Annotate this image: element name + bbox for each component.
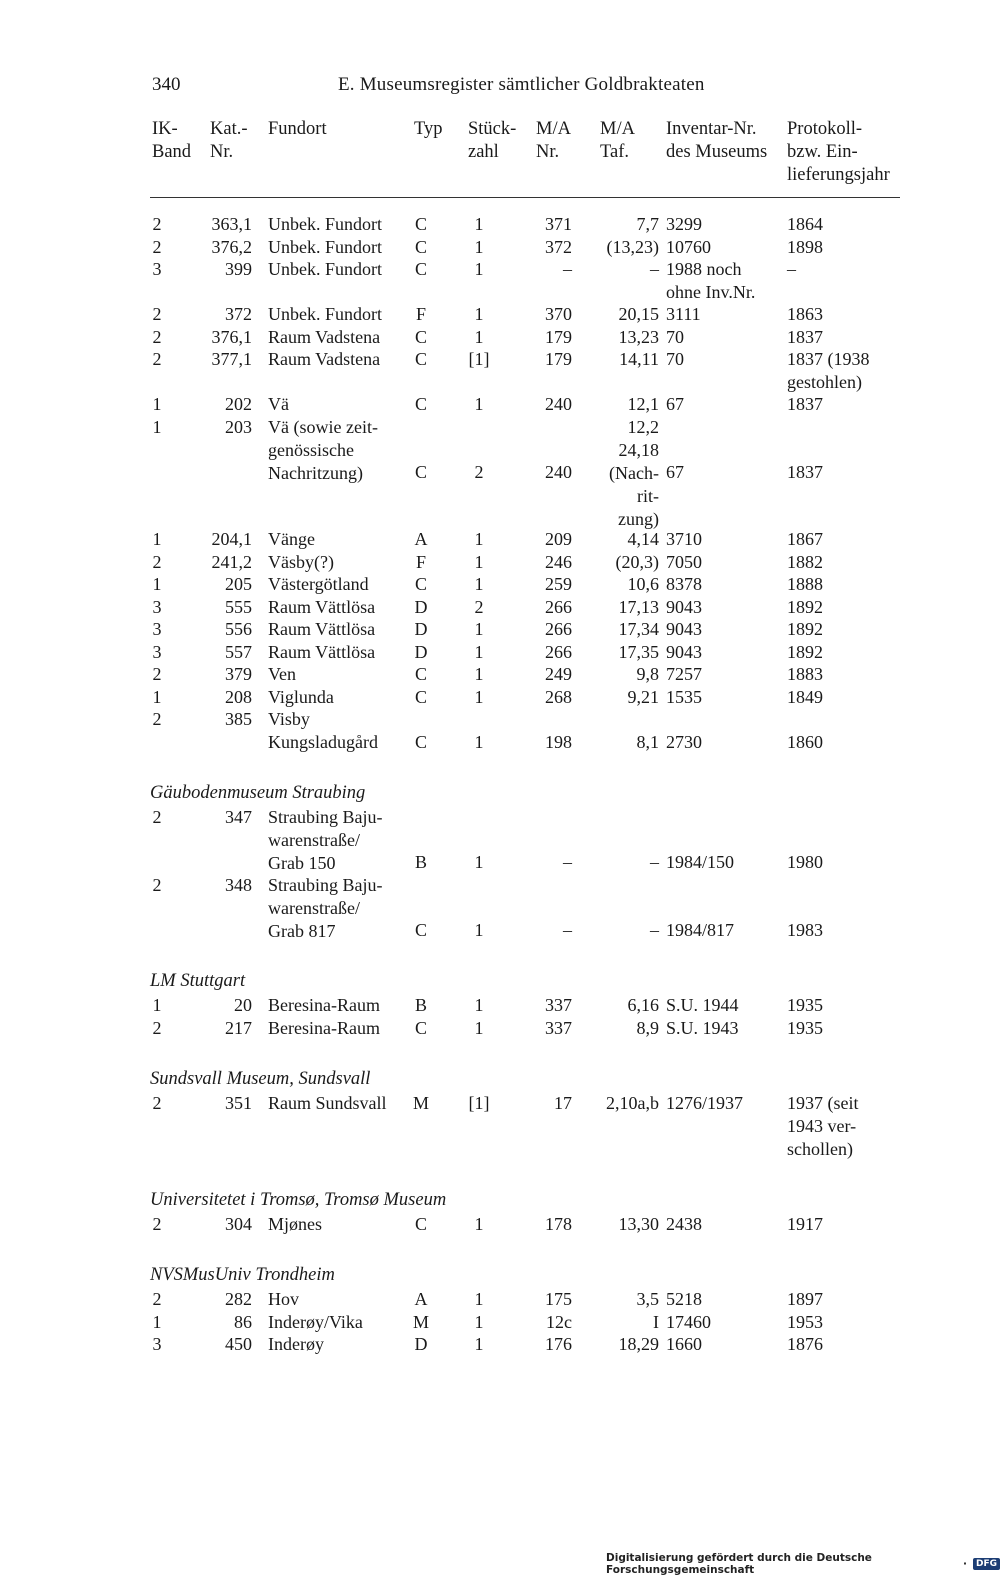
cell-inventar-nr: 10760 (666, 236, 711, 257)
cell-ma-taf: I (653, 1311, 659, 1332)
cell-protokoll: 1983 (787, 919, 823, 940)
cell-fundort: Väsby(?) (268, 551, 334, 572)
page-number: 340 (152, 74, 181, 95)
cell-ik-band: 1 (152, 995, 162, 1015)
cell-fundort: Straubing Baju- warenstraße/ Grab 150 (268, 807, 383, 873)
cell-kat-nr: 347 (225, 807, 252, 827)
cell-inventar-nr: 1984/817 (666, 919, 735, 940)
col-ik-band: IK- Band (152, 119, 192, 162)
cell-typ: D (414, 1334, 428, 1354)
cell-ma-taf: – (650, 919, 659, 940)
cell-ik-band: 2 (152, 1017, 162, 1038)
cell-inventar-nr: 9043 (666, 596, 702, 617)
cell-inventar-nr: 8378 (666, 574, 702, 594)
cell-ma-nr: 259 (545, 574, 572, 594)
cell-ma-taf: 13,23 (618, 326, 659, 347)
cell-ik-band: 3 (152, 619, 162, 639)
cell-fundort: Unbek. Fundort (268, 236, 382, 257)
cell-ma-taf: 13,30 (618, 1213, 659, 1234)
cell-typ: C (414, 259, 427, 279)
cell-protokoll: 1837 (787, 326, 823, 347)
cell-typ: F (415, 304, 426, 324)
cell-protokoll: 1837 (787, 461, 823, 482)
cell-stueckzahl: 1 (474, 259, 484, 279)
cell-inventar-nr: 7257 (666, 664, 702, 684)
cell-fundort: Raum Vadstena (268, 326, 381, 347)
cell-typ: D (414, 619, 428, 639)
cell-typ: D (414, 596, 428, 617)
cell-stueckzahl: 1 (474, 619, 484, 639)
cell-inventar-nr: 70 (666, 349, 684, 369)
cell-inventar-nr: S.U. 1944 (666, 995, 739, 1015)
cell-ma-nr: 370 (545, 304, 572, 324)
cell-typ: C (414, 919, 427, 940)
cell-protokoll: 1892 (787, 641, 823, 662)
cell-fundort: Mjønes (268, 1213, 322, 1234)
cell-ik-band: 1 (152, 529, 162, 549)
cell-typ: C (414, 461, 427, 482)
cell-ma-taf: 17,35 (618, 641, 659, 662)
header-rule (150, 197, 900, 198)
col-fundort: Fundort (268, 119, 327, 139)
cell-fundort: Unbek. Fundort (268, 214, 382, 234)
cell-ma-taf: 8,9 (636, 1017, 659, 1038)
cell-stueckzahl: 1 (474, 574, 484, 594)
cell-ma-taf: 18,29 (618, 1334, 659, 1354)
cell-ma-nr: 337 (545, 995, 572, 1015)
cell-typ: C (414, 664, 427, 684)
cell-protokoll: 1883 (787, 664, 823, 684)
cell-protokoll: 1867 (787, 529, 823, 549)
cell-protokoll: 1876 (787, 1334, 823, 1354)
cell-ma-taf: 3,5 (636, 1289, 659, 1309)
cell-fundort: Raum Vättlösa (268, 619, 376, 639)
cell-ma-nr: 371 (545, 214, 572, 234)
cell-ik-band: 2 (152, 551, 162, 572)
cell-kat-nr: 208 (225, 686, 252, 707)
cell-kat-nr: 241,2 (211, 551, 252, 572)
cell-typ: C (414, 349, 427, 369)
cell-ma-nr: 209 (545, 529, 572, 549)
col-stueckzahl: Stück- zahl (468, 119, 517, 162)
cell-kat-nr: 555 (225, 596, 252, 617)
cell-kat-nr: 376,1 (211, 326, 252, 347)
cell-ik-band: 2 (152, 1289, 162, 1309)
cell-ma-taf: 7,7 (636, 214, 659, 234)
cell-ma-nr: 266 (545, 619, 572, 639)
cell-inventar-nr: 5218 (666, 1289, 702, 1309)
cell-ik-band: 3 (152, 259, 162, 279)
cell-protokoll: 1937 (seit 1943 ver- schollen) (787, 1093, 859, 1159)
cell-fundort: Vä (sowie zeit- genössische Nachritzung) (268, 416, 378, 483)
cell-fundort: Visby Kungsladugård (268, 709, 378, 752)
cell-kat-nr: 399 (225, 259, 252, 279)
cell-ik-band: 1 (152, 1311, 162, 1332)
cell-stueckzahl: 1 (474, 686, 484, 707)
cell-kat-nr: 86 (234, 1311, 252, 1332)
cell-kat-nr: 557 (225, 641, 252, 662)
cell-ma-taf: – (650, 259, 659, 279)
cell-fundort: Beresina-Raum (268, 1017, 380, 1038)
cell-typ: B (414, 995, 427, 1015)
cell-protokoll: 1837 (787, 394, 823, 414)
cell-typ: C (414, 1017, 427, 1038)
cell-ma-nr: 176 (545, 1334, 572, 1354)
cell-fundort: Viglunda (268, 686, 334, 707)
cell-fundort: Inderøy/Vika (268, 1311, 363, 1332)
cell-ma-taf: 6,16 (627, 995, 659, 1015)
cell-ma-nr: – (563, 259, 572, 279)
cell-ma-nr: 178 (545, 1213, 572, 1234)
cell-typ: C (414, 574, 427, 594)
footer: Digitalisierung gefördert durch die Deutsche Forschungsgemeinschaft · DFG (606, 1552, 1000, 1576)
cell-protokoll: – (787, 259, 796, 279)
cell-fundort: Inderøy (268, 1334, 324, 1354)
cell-ma-taf: 12,1 (627, 394, 659, 414)
cell-inventar-nr: 1660 (666, 1334, 702, 1354)
cell-fundort: Raum Sundsvall (268, 1093, 387, 1113)
col-protokoll: Protokoll- bzw. Ein- lieferungsjahr (787, 119, 890, 185)
cell-protokoll: 1888 (787, 574, 823, 594)
cell-ik-band: 2 (152, 1093, 162, 1113)
cell-inventar-nr: 67 (666, 461, 684, 482)
cell-protokoll: 1863 (787, 304, 823, 324)
cell-ma-taf: 14,11 (619, 349, 659, 369)
cell-ik-band: 3 (152, 596, 162, 617)
cell-inventar-nr: 9043 (666, 641, 702, 662)
cell-ma-nr: 12c (546, 1311, 572, 1332)
cell-ma-nr: 266 (545, 641, 572, 662)
cell-ik-band: 2 (152, 807, 162, 827)
cell-fundort: Ven (268, 664, 296, 684)
cell-protokoll: 1935 (787, 1017, 823, 1038)
cell-ik-band: 2 (152, 349, 162, 369)
cell-kat-nr: 203 (225, 416, 252, 437)
col-typ: Typ (414, 119, 443, 139)
section-title: LM Stuttgart (150, 971, 246, 991)
cell-ik-band: 2 (152, 326, 162, 347)
cell-stueckzahl: 1 (474, 919, 484, 940)
cell-stueckzahl: 2 (474, 461, 484, 482)
col-ma-taf: M/A Taf. (600, 119, 635, 162)
cell-protokoll: 1892 (787, 619, 823, 639)
cell-protokoll: 1882 (787, 551, 823, 572)
cell-kat-nr: 351 (225, 1093, 252, 1113)
cell-inventar-nr: 1984/150 (666, 852, 735, 872)
col-kat-nr: Kat.- Nr. (210, 119, 248, 162)
cell-kat-nr: 282 (225, 1289, 252, 1309)
cell-inventar-nr: 9043 (666, 619, 702, 639)
cell-stueckzahl: 1 (474, 1017, 484, 1038)
cell-stueckzahl: 1 (474, 641, 484, 662)
cell-inventar-nr: 3299 (666, 214, 702, 234)
section-title: Universitetet i Tromsø, Tromsø Museum (150, 1189, 447, 1210)
cell-inventar-nr: 70 (666, 326, 684, 347)
cell-ma-taf: 17,34 (618, 619, 659, 639)
cell-stueckzahl: 1 (474, 214, 484, 234)
cell-ma-taf: 9,8 (636, 664, 659, 684)
cell-stueckzahl: 1 (474, 394, 484, 414)
cell-stueckzahl: 1 (474, 1289, 484, 1309)
cell-ma-nr: 372 (545, 236, 572, 257)
cell-ma-nr: – (563, 919, 572, 940)
cell-ma-nr: 249 (545, 664, 572, 684)
cell-stueckzahl: 1 (474, 326, 484, 347)
cell-fundort: Beresina-Raum (268, 995, 380, 1015)
cell-stueckzahl: 1 (474, 731, 484, 752)
cell-kat-nr: 385 (225, 709, 252, 729)
cell-ik-band: 1 (152, 394, 162, 414)
cell-kat-nr: 20 (234, 995, 252, 1015)
cell-stueckzahl: 1 (474, 1334, 484, 1354)
cell-kat-nr: 379 (225, 664, 252, 684)
cell-inventar-nr: 3111 (666, 304, 701, 324)
cell-ma-nr: 175 (545, 1289, 572, 1309)
cell-typ: C (414, 1213, 427, 1234)
cell-stueckzahl: 1 (474, 551, 484, 572)
cell-stueckzahl: 1 (474, 664, 484, 684)
cell-fundort: Västergötland (268, 574, 369, 594)
cell-typ: C (414, 731, 427, 752)
dfg-logo: DFG (973, 1558, 1000, 1570)
cell-typ: F (415, 551, 426, 572)
cell-inventar-nr: 1276/1937 (666, 1093, 744, 1113)
cell-stueckzahl: 1 (474, 529, 484, 549)
cell-ma-taf: 10,6 (627, 574, 659, 594)
cell-ma-nr: 17 (554, 1093, 572, 1113)
footer-text: Digitalisierung gefördert durch die Deutsche Forschungsgemeinschaft (606, 1552, 872, 1576)
section-title: Sundsvall Museum, Sundsvall (150, 1069, 371, 1089)
cell-ma-taf: (13,23) (606, 236, 659, 257)
cell-fundort: Vänge (268, 529, 315, 549)
cell-ik-band: 2 (152, 874, 162, 895)
cell-kat-nr: 372 (225, 304, 252, 324)
cell-ma-taf: 8,1 (636, 731, 659, 752)
cell-stueckzahl: 1 (474, 304, 484, 324)
cell-ik-band: 3 (152, 1334, 162, 1354)
cell-inventar-nr: 3710 (666, 529, 702, 549)
cell-protokoll: 1898 (787, 236, 823, 257)
cell-fundort: Hov (268, 1289, 299, 1309)
running-title: E. Museumsregister sämtlicher Goldbrakteaten (338, 74, 705, 95)
cell-ma-nr: 198 (545, 731, 572, 752)
cell-kat-nr: 205 (225, 574, 252, 594)
cell-typ: C (414, 236, 427, 257)
cell-ma-nr: 337 (545, 1017, 572, 1038)
cell-typ: A (414, 1289, 428, 1309)
cell-kat-nr: 348 (225, 874, 252, 895)
cell-inventar-nr: 2438 (666, 1213, 702, 1234)
cell-fundort: Raum Vättlösa (268, 596, 376, 617)
cell-stueckzahl: 1 (474, 1213, 484, 1234)
cell-ma-nr: 179 (545, 349, 572, 369)
cell-inventar-nr: 67 (666, 394, 684, 414)
cell-ma-taf: 2,10a,b (606, 1093, 659, 1113)
cell-typ: B (414, 852, 427, 872)
cell-ma-nr: 179 (545, 326, 572, 347)
cell-typ: M (412, 1093, 429, 1113)
cell-ma-nr: 240 (545, 394, 572, 414)
cell-inventar-nr: S.U. 1943 (666, 1017, 739, 1038)
cell-stueckzahl: [1] (468, 349, 490, 369)
cell-protokoll: 1860 (787, 731, 823, 752)
cell-ma-nr: 240 (545, 461, 572, 482)
cell-kat-nr: 556 (225, 619, 252, 639)
cell-typ: C (414, 686, 427, 707)
cell-fundort: Unbek. Fundort (268, 259, 382, 279)
cell-kat-nr: 377,1 (211, 349, 252, 369)
cell-ik-band: 1 (152, 574, 162, 594)
cell-ma-taf: 17,13 (618, 596, 659, 617)
col-inventar-nr: Inventar-Nr. des Museums (666, 119, 768, 162)
cell-protokoll: 1849 (787, 686, 823, 707)
cell-ik-band: 1 (152, 416, 162, 437)
cell-typ: M (412, 1311, 429, 1332)
cell-inventar-nr: 7050 (666, 551, 702, 572)
cell-kat-nr: 376,2 (211, 236, 252, 257)
cell-typ: C (414, 214, 427, 234)
cell-ma-taf: 4,14 (627, 529, 659, 549)
cell-inventar-nr: 1988 noch ohne Inv.Nr. (666, 259, 756, 302)
cell-ma-taf: 12,2 24,18 (Nach- rit- zung) (609, 416, 659, 529)
cell-protokoll: 1917 (787, 1213, 823, 1234)
cell-ma-taf: (20,3) (615, 551, 659, 572)
cell-protokoll: 1897 (787, 1289, 823, 1309)
cell-kat-nr: 304 (225, 1213, 252, 1234)
cell-kat-nr: 202 (225, 394, 252, 414)
section-title: Gäubodenmuseum Straubing (150, 783, 366, 803)
cell-ik-band: 2 (152, 236, 162, 257)
cell-ma-nr: – (563, 852, 572, 872)
cell-ma-nr: 246 (545, 551, 572, 572)
cell-inventar-nr: 17460 (666, 1311, 711, 1332)
cell-typ: C (414, 394, 427, 414)
cell-ik-band: 2 (152, 709, 162, 729)
cell-protokoll: 1892 (787, 596, 823, 617)
cell-fundort: Raum Vättlösa (268, 641, 376, 662)
cell-ik-band: 1 (152, 686, 162, 707)
cell-kat-nr: 204,1 (211, 529, 252, 549)
cell-stueckzahl: 1 (474, 1311, 484, 1332)
cell-kat-nr: 217 (225, 1017, 252, 1038)
cell-ma-nr: 268 (545, 686, 572, 707)
cell-ik-band: 2 (152, 664, 162, 684)
cell-ik-band: 2 (152, 1213, 162, 1234)
cell-fundort: Unbek. Fundort (268, 304, 382, 324)
cell-stueckzahl: 2 (474, 596, 484, 617)
cell-stueckzahl: 1 (474, 852, 484, 872)
cell-inventar-nr: 2730 (666, 731, 702, 752)
cell-ma-nr: 266 (545, 596, 572, 617)
cell-typ: D (414, 641, 428, 662)
cell-typ: A (414, 529, 428, 549)
cell-ik-band: 2 (152, 304, 162, 324)
cell-inventar-nr: 1535 (666, 686, 702, 707)
cell-fundort: Vä (268, 394, 289, 414)
cell-kat-nr: 450 (225, 1334, 252, 1354)
cell-fundort: Straubing Baju- warenstraße/ Grab 817 (268, 874, 383, 941)
cell-ik-band: 3 (152, 641, 162, 662)
cell-protokoll: 1837 (1938 gestohlen) (787, 349, 870, 392)
cell-stueckzahl: [1] (468, 1093, 490, 1113)
cell-stueckzahl: 1 (474, 995, 484, 1015)
cell-ma-taf: 20,15 (618, 304, 659, 324)
section-title: NVSMusUniv Trondheim (150, 1265, 335, 1285)
cell-fundort: Raum Vadstena (268, 349, 381, 369)
cell-typ: C (414, 326, 427, 347)
cell-protokoll: 1953 (787, 1311, 823, 1332)
cell-stueckzahl: 1 (474, 236, 484, 257)
cell-ma-taf: 9,21 (627, 686, 659, 707)
cell-protokoll: 1935 (787, 995, 823, 1015)
cell-ik-band: 2 (152, 214, 162, 234)
cell-protokoll: 1864 (787, 214, 823, 234)
cell-ma-taf: – (650, 852, 659, 872)
cell-kat-nr: 363,1 (211, 214, 252, 234)
cell-protokoll: 1980 (787, 852, 823, 872)
col-ma-nr: M/A Nr. (536, 119, 571, 162)
